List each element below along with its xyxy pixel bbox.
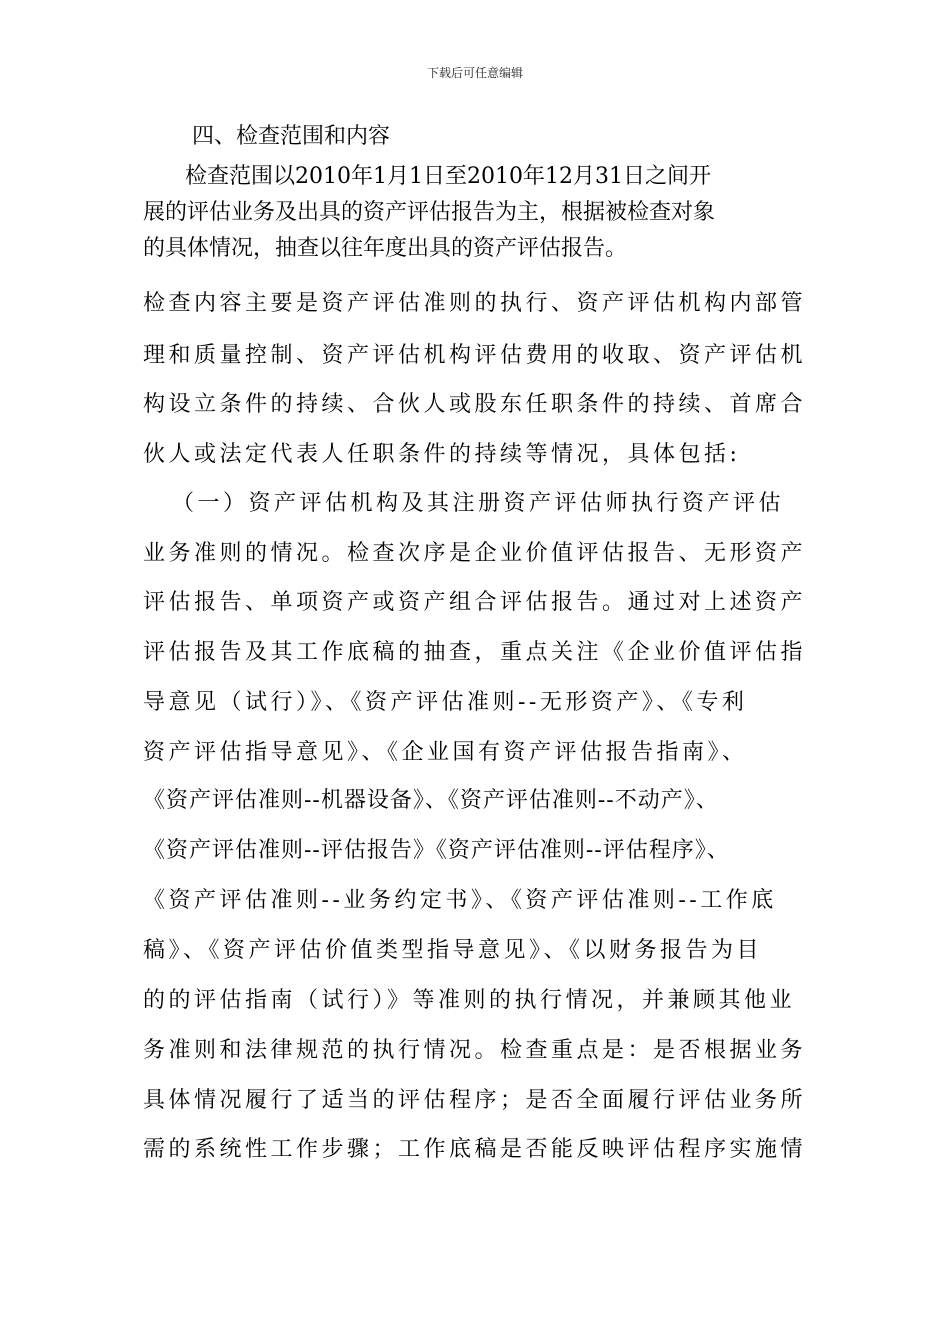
text-line: 务准则和法律规范的执行情况。检查重点是：是否根据业务 [143,1038,807,1063]
text-line: 评估报告、单项资产或资产组合评估报告。通过对上述资产 [143,590,807,615]
text-line: 构设立条件的持续、合伙人或股东任职条件的持续、首席合 [143,392,807,417]
text-line: 资产评估指导意见》、《企业国有资产评估报告指南》、 [143,740,748,765]
text-line: 业务准则的情况。检查次序是企业价值评估报告、无形资产 [143,541,807,566]
text-line: 理和质量控制、资产评估机构评估费用的收取、资产评估机 [143,343,807,368]
text-line: 的具体情况，抽查以往年度出具的资产评估报告。 [143,236,628,261]
text-line: 具体情况履行了适当的评估程序；是否全面履行评估业务所 [143,1088,807,1113]
text-line: 检查范围以2010年1月1日至2010年12月31日之间开 [185,164,711,189]
text-line: 《资产评估准则--机器设备》、《资产评估准则--不动产》、 [143,788,719,813]
text-line: 检查内容主要是资产评估准则的执行、资产评估机构内部管 [143,291,807,316]
text-line: 《资产评估准则--业务约定书》、《资产评估准则--工作底 [143,888,777,913]
text-line: 的的评估指南（试行）》等准则的执行情况，并兼顾其他业 [143,988,796,1013]
text-line: 伙人或法定代表人任职条件的持续等情况，具体包括: [143,442,741,467]
text-line: 《资产评估准则--评估报告》《资产评估准则--评估程序》、 [143,838,730,863]
text-line: 导意见（试行）》、《资产评估准则--无形资产》、《专利 [143,690,748,715]
text-line: 稿》、《资产评估价值类型指导意见》、《以财务报告为目 [143,938,763,963]
section-heading: 四、检查范围和内容 [192,124,391,149]
text-line: 需的系统性工作步骤；工作底稿是否能反映评估程序实施情 [143,1137,807,1162]
text-line: 展的评估业务及出具的资产评估报告为主，根据被检查对象 [143,200,716,225]
text-line: （一）资产评估机构及其注册资产评估师执行资产评估 [172,491,785,516]
page-header: 下载后可任意编辑 [426,66,523,80]
text-line: 评估报告及其工作底稿的抽查，重点关注《企业价值评估指 [143,640,807,665]
